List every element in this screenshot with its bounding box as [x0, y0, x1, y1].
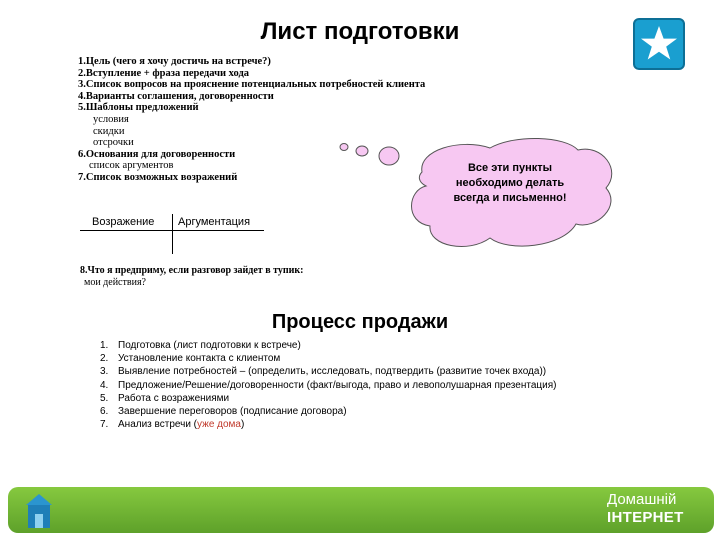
step-number: 7. — [100, 419, 109, 431]
prep-item: 7.Список возможных возражений — [78, 171, 238, 183]
step-main: Работа с возражениями — [118, 392, 230, 404]
objection-header: Возражение — [92, 216, 155, 228]
step-number: 3. — [100, 366, 109, 378]
thought-bubble-text — [430, 161, 590, 206]
step-main: Предложение/Решение/договоренности — [118, 379, 304, 391]
step-tail: ) — [241, 419, 245, 431]
step-main: Анализ встречи — [118, 419, 191, 431]
question-8 — [80, 265, 304, 289]
process-steps — [100, 339, 556, 431]
list-item — [100, 392, 556, 405]
list-item — [100, 379, 556, 392]
step-main: Выявление потребностей – (определить, исследовать, подтвердить — [118, 366, 434, 378]
step-note: ( — [190, 419, 198, 431]
step-main: Установление контакта с клиентом — [118, 353, 281, 365]
step-note: (развитие точек входа)) — [433, 366, 547, 378]
list-item — [100, 365, 556, 378]
step-number: 6. — [100, 406, 109, 418]
prep-item: 5.Шаблоны предложений — [78, 102, 199, 114]
bubble-line3: всегда и письменно! — [453, 192, 567, 204]
page-title: Лист подготовки — [260, 18, 460, 45]
prep-subitem: условия — [93, 113, 129, 125]
step-number: 5. — [100, 392, 109, 404]
question-8-line2: мои действия? — [84, 277, 146, 288]
step-main: Завершение переговоров — [118, 406, 238, 418]
prep-item: 4.Варианты соглашения, договоренности — [78, 90, 274, 102]
prep-subitem: отсрочки — [93, 137, 134, 149]
prep-item: 6.Основания для договоренности — [78, 148, 236, 160]
step-main: Подготовка — [118, 340, 171, 351]
step-number: 2. — [100, 353, 109, 365]
question-8-line1: 8.Что я предприму, если разговор зайдет в тупик: — [80, 265, 304, 276]
argument-header: Аргументация — [178, 216, 251, 228]
prep-item: 3.Список вопросов на прояснение потенциальных потребностей клиента — [78, 79, 426, 91]
prep-item: 1.Цель (чего я хочу достичь на встрече?) — [78, 56, 271, 67]
house-icon — [26, 492, 52, 530]
prep-subitem: скидки — [93, 125, 125, 137]
table-divider-vertical — [172, 214, 173, 254]
bubble-line2: необходимо делать — [455, 177, 565, 189]
step-number: 4. — [100, 379, 109, 391]
list-item — [100, 405, 556, 418]
prep-subitem: список аргументов — [89, 160, 174, 172]
list-item — [100, 339, 556, 352]
prep-item: 2.Вступление + фраза передачи хода — [78, 67, 250, 79]
step-note: (подписание договора) — [237, 406, 347, 418]
brand-line2: ІНТЕРНЕТ — [607, 509, 684, 526]
star-icon — [633, 18, 685, 70]
step-highlight: уже дома — [197, 419, 241, 431]
process-title: Процесс продажи — [271, 311, 449, 333]
list-item — [100, 418, 556, 431]
brand-line1: Домашній — [607, 491, 677, 508]
step-number: 1. — [100, 340, 109, 351]
list-item — [100, 352, 556, 365]
step-note: (лист подготовки к встрече) — [170, 340, 301, 351]
bubble-line1: Все эти пункты — [467, 162, 553, 174]
step-note: (факт/выгода, право и левополушарная презентация) — [303, 379, 557, 391]
